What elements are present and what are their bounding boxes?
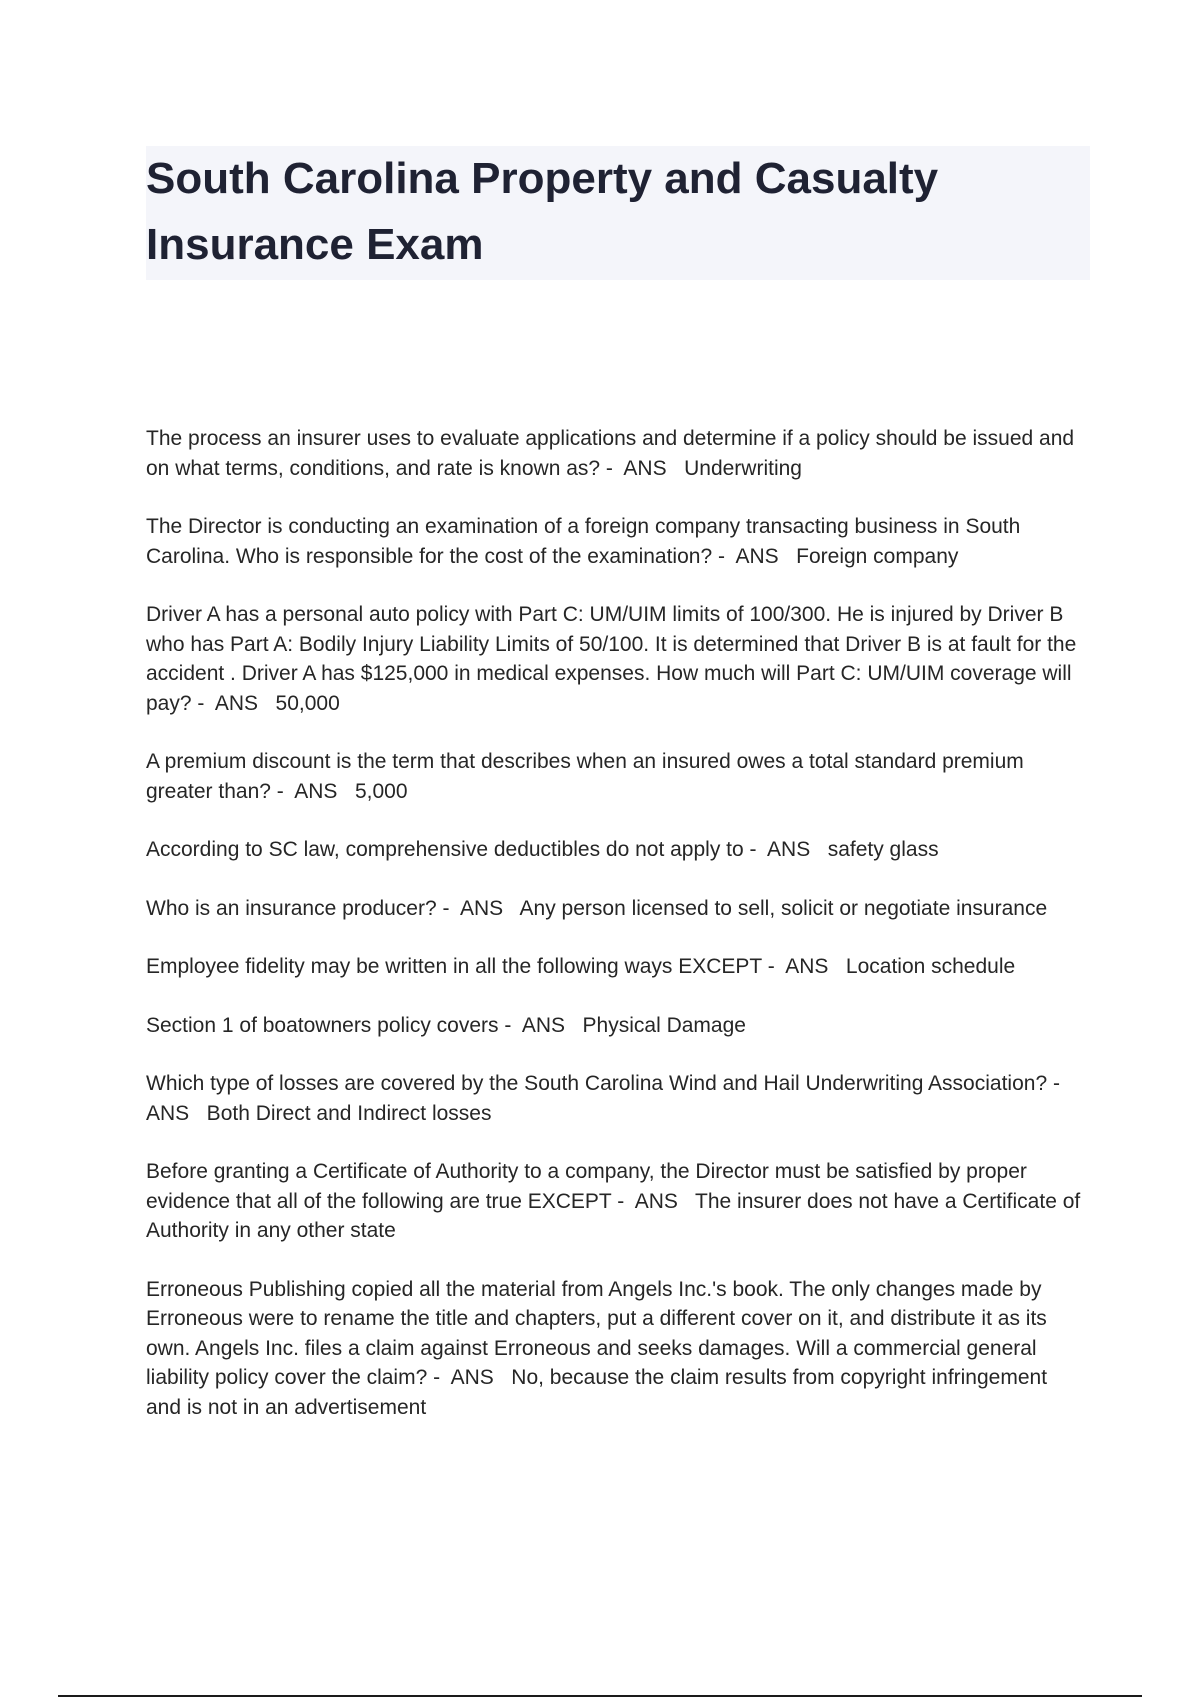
qa-item-8: Section 1 of boatowners policy covers - ANS Physical Damage [146, 1013, 746, 1037]
footer-divider [58, 1695, 1142, 1697]
qa-item-1: The process an insurer uses to evaluate applications and determine if a policy should be issued and on what terms, conditions, and rate is known as? - ANS Underwriting [146, 427, 1080, 480]
qa-item-5: According to SC law, comprehensive deductibles do not apply to - ANS safety glass [146, 838, 939, 861]
question-answer-list [146, 424, 1086, 1451]
qa-item-9: Which type of losses are covered by the South Carolina Wind and Hail Underwriting Association? - ANS Both Direct and Indirect losses [146, 1072, 1071, 1125]
qa-item-3: Driver A has a personal auto policy with Part C: UM/UIM limits of 100/300. He is injured by Driver B who has Part A: Bodily Injury Liability Limits of 50/100. It is determined that Driver B is at fault for the accident . Driver A has $125,000 in medical expenses. How much will Part C: UM/UIM coverage will pay? - ANS 50,000 [146, 603, 1083, 715]
qa-item-7: Employee fidelity may be written in all the following ways EXCEPT - ANS Location schedule [146, 955, 1016, 978]
qa-item-11: Erroneous Publishing copied all the material from Angels Inc.'s book. The only changes made by Erroneous were to rename the title and chapters, put a different cover on it, and distribute it as its own. Angels Inc. files a claim against Erroneous and seeks damages. Will a commercial general liability policy cover the claim? - ANS No, because the claim results from copyright infringement and is not in an advertisement [146, 1277, 1053, 1419]
document-title: South Carolina Property and Casualty Insurance Exam [146, 154, 939, 269]
title-block [146, 146, 1090, 280]
qa-item-6: Who is an insurance producer? - ANS Any person licensed to sell, solicit or negotiate insurance [146, 896, 1048, 920]
qa-item-4: A premium discount is the term that describes when an insured owes a total standard premium greater than? - ANS 5,000 [146, 750, 1030, 803]
qa-item-2: The Director is conducting an examination of a foreign company transacting business in South Carolina. Who is responsible for the cost of the examination? - ANS Foreign company [146, 515, 1027, 568]
qa-item-10: Before granting a Certificate of Authority to a company, the Director must be satisfied by proper evidence that all of the following are true EXCEPT - ANS The insurer does not have a Certificate of Authority in any other state [146, 1160, 1085, 1242]
